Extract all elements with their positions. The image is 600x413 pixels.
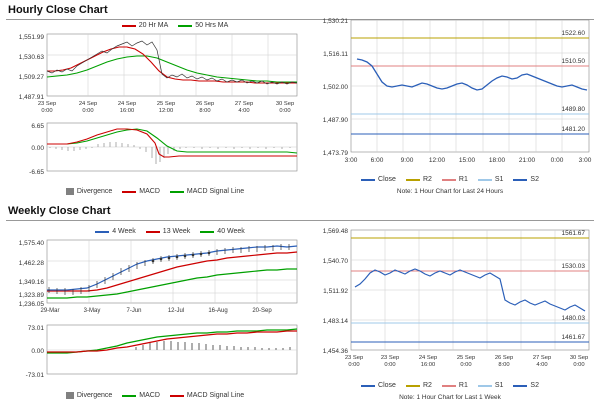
hourly-xtick-4-a: 26 Sep [195, 101, 215, 107]
pivot-w-xtick-1-b: 0:00 [384, 362, 396, 368]
legend-label-50hr-ma: 50 Hrs MA [195, 22, 229, 29]
legend-item-close-weekly [361, 382, 396, 389]
pivot-h-xtick-4: 15:00 [458, 157, 476, 164]
hourly-macd-ytick-2: 6.65 [31, 123, 44, 130]
legend-swatch-r1 [442, 179, 456, 181]
pivot-w-xtick-6-b: 0:00 [573, 362, 585, 368]
legend-item-macd-signal-weekly [170, 392, 244, 399]
weekly-section-header [8, 205, 592, 217]
legend-swatch-close-weekly [361, 385, 375, 387]
legend-label-divergence-weekly: Divergence [76, 392, 113, 399]
legend-item-s1 [478, 176, 504, 183]
weekly-ytick-4: 1,575.40 [18, 240, 44, 247]
pivot-w-level-r2: 1561.67 [561, 230, 585, 237]
weekly-pivot-legend [330, 382, 570, 389]
pivot-w-xtick-5-a: 27 Sep [532, 355, 552, 361]
hourly-macd-ytick-1: 0.00 [31, 145, 44, 152]
hourly-ytick-2: 1,530.63 [18, 54, 44, 61]
weekly-macd-ytick-0: -73.01 [25, 372, 44, 379]
weekly-ytick-1: 1,323.89 [18, 292, 44, 299]
legend-item-divergence-weekly [66, 392, 112, 399]
legend-label-macd: MACD [139, 188, 160, 195]
legend-swatch-divergence-weekly [66, 392, 74, 399]
pivot-w-ytick-3: 1,540.70 [322, 258, 348, 265]
legend-swatch-macd-signal [170, 191, 184, 193]
legend-label-macd-signal-weekly: MACD Signal Line [186, 392, 245, 399]
weekly-close-chart [4, 236, 304, 324]
legend-swatch-50hr-ma [178, 25, 192, 27]
pivot-w-xtick-5-b: 4:00 [536, 362, 548, 368]
weekly-macd-legend [20, 392, 290, 399]
legend-swatch-macd-weekly [122, 395, 136, 397]
weekly-divider [6, 220, 594, 221]
weekly-ma-legend [50, 228, 290, 235]
legend-label-s1-weekly: S1 [494, 382, 504, 389]
pivot-h-xtick-7: 0:00 [550, 157, 564, 164]
hourly-xtick-1-b: 0:00 [82, 108, 94, 114]
pivot-w-xtick-3-b: 0:00 [460, 362, 472, 368]
legend-item-r1 [442, 176, 468, 183]
hourly-ma-legend [60, 22, 290, 29]
pivot-h-ytick-1: 1,487.90 [322, 117, 348, 124]
pivot-w-xtick-2-b: 16:00 [420, 362, 436, 368]
weekly-macd-ytick-1: 0.00 [31, 348, 44, 355]
legend-label-macd-signal: MACD Signal Line [186, 188, 245, 195]
pivot-w-xtick-2-a: 24 Sep [418, 355, 438, 361]
legend-label-4week: 4 Week [112, 228, 136, 235]
legend-swatch-macd-signal-weekly [170, 395, 184, 397]
legend-item-r2 [406, 176, 432, 183]
pivot-h-ytick-3: 1,516.11 [323, 51, 348, 58]
legend-item-20hr-ma [122, 22, 169, 29]
legend-label-s1: S1 [494, 176, 504, 183]
weekly-macd-ytick-2: 73.01 [27, 325, 44, 332]
legend-item-50hr-ma [178, 22, 228, 29]
legend-swatch-4week [95, 231, 109, 233]
legend-label-20hr-ma: 20 Hr MA [138, 22, 169, 29]
weekly-xtick-1: 3-May [83, 308, 101, 314]
pivot-h-xtick-1: 6:00 [370, 157, 384, 164]
pivot-h-ytick-0: 1,473.79 [322, 150, 348, 157]
pivot-w-xtick-4-b: 8:00 [498, 362, 510, 368]
pivot-w-ytick-1: 1,483.14 [322, 318, 348, 325]
legend-label-r2-weekly: R2 [422, 382, 432, 389]
legend-item-macd-weekly [122, 392, 160, 399]
legend-item-s1-weekly [478, 382, 504, 389]
legend-item-r2-weekly [406, 382, 432, 389]
weekly-ytick-0: 1,236.05 [18, 301, 44, 308]
hourly-section-title: Hourly Close Chart [8, 4, 108, 16]
pivot-w-level-r1: 1530.03 [561, 263, 585, 270]
legend-label-40week: 40 Week [217, 228, 245, 235]
legend-item-r1-weekly [442, 382, 468, 389]
legend-label-close: Close [378, 176, 396, 183]
hourly-xtick-0-a: 23 Sep [37, 101, 57, 107]
legend-item-close [361, 176, 396, 183]
legend-swatch-20hr-ma [122, 25, 136, 27]
hourly-macd-legend [20, 188, 290, 195]
pivot-h-xtick-0: 3:00 [344, 157, 358, 164]
legend-label-r2: R2 [422, 176, 432, 183]
pivot-h-xtick-6: 21:00 [518, 157, 536, 164]
weekly-xtick-3: 12-Jul [167, 308, 185, 314]
hourly-macd-ytick-0: -6.65 [29, 169, 44, 176]
legend-label-divergence: Divergence [76, 188, 113, 195]
legend-swatch-r2-weekly [406, 385, 420, 387]
weekly-ytick-2: 1,349.16 [18, 279, 44, 286]
weekly-xtick-0: 29-Mar [40, 308, 60, 314]
legend-swatch-s1-weekly [478, 385, 492, 387]
hourly-pivot-chart [304, 12, 596, 187]
legend-label-s2-weekly: S2 [530, 382, 539, 389]
weekly-pivot-note: Note: 1 Hour Chart for Last 1 Week [399, 394, 501, 401]
legend-item-s2-weekly [513, 382, 539, 389]
hourly-xtick-1-a: 24 Sep [78, 101, 98, 107]
hourly-xtick-0-b: 0:00 [41, 108, 53, 114]
pivot-h-level-s2: 1481.20 [561, 126, 585, 133]
legend-label-13week: 13 Week [162, 228, 191, 235]
hourly-xtick-3-a: 25 Sep [156, 101, 176, 107]
pivot-h-xtick-2: 9:00 [400, 157, 414, 164]
hourly-close-chart [4, 30, 304, 118]
legend-swatch-s2 [513, 179, 527, 181]
legend-swatch-r1-weekly [442, 385, 456, 387]
hourly-xtick-6-a: 30 Sep [275, 101, 295, 107]
pivot-w-xtick-6-a: 30 Sep [569, 355, 589, 361]
pivot-h-xtick-8: 3:00 [578, 157, 592, 164]
pivot-h-ytick-2: 1,502.00 [322, 84, 348, 91]
pivot-w-xtick-0-a: 23 Sep [344, 355, 364, 361]
legend-item-s2 [513, 176, 539, 183]
weekly-xtick-4: 16-Aug [208, 308, 228, 314]
hourly-xtick-5-a: 27 Sep [234, 101, 254, 107]
pivot-h-ytick-4: 1,530.21 [322, 18, 348, 25]
legend-label-r1: R1 [458, 176, 468, 183]
hourly-pivot-note: Note: 1 Hour Chart for Last 24 Hours [396, 188, 504, 195]
pivot-w-level-s2: 1461.67 [561, 334, 585, 341]
pivot-w-ytick-4: 1,569.48 [322, 228, 348, 235]
legend-item-13week [146, 228, 191, 235]
hourly-xtick-5-b: 4:00 [238, 108, 250, 114]
legend-label-s2: S2 [530, 176, 539, 183]
hourly-xtick-3-b: 12:00 [158, 108, 174, 114]
legend-swatch-40week [200, 231, 214, 233]
legend-item-divergence [66, 188, 112, 195]
legend-item-4week [95, 228, 136, 235]
hourly-pivot-legend [330, 176, 570, 183]
legend-swatch-close [361, 179, 375, 181]
weekly-ytick-3: 1,462.28 [18, 260, 44, 267]
pivot-h-level-s1: 1489.80 [561, 106, 585, 113]
legend-label-close-weekly: Close [378, 382, 396, 389]
legend-item-macd-signal [170, 188, 244, 195]
weekly-section-title: Weekly Close Chart [8, 205, 111, 217]
hourly-macd-chart [4, 118, 304, 188]
pivot-h-xtick-3: 12:00 [428, 157, 446, 164]
legend-swatch-s2-weekly [513, 385, 527, 387]
legend-label-r1-weekly: R1 [458, 382, 468, 389]
pivot-w-xtick-4-a: 26 Sep [494, 355, 514, 361]
hourly-ytick-0: 1,487.91 [18, 94, 44, 101]
pivot-h-level-r1: 1510.50 [561, 58, 585, 65]
legend-item-40week [200, 228, 245, 235]
legend-item-macd [122, 188, 160, 195]
pivot-w-xtick-1-a: 23 Sep [380, 355, 400, 361]
weekly-pivot-chart [304, 222, 596, 382]
pivot-w-xtick-3-a: 25 Sep [456, 355, 476, 361]
weekly-macd-chart [4, 320, 304, 392]
legend-swatch-13week [146, 231, 160, 233]
legend-swatch-macd [122, 191, 136, 193]
pivot-h-xtick-5: 18:00 [488, 157, 506, 164]
pivot-w-ytick-2: 1,511.92 [323, 288, 348, 295]
pivot-h-level-r2: 1522.60 [561, 30, 585, 37]
hourly-xtick-6-b: 0:00 [279, 108, 291, 114]
hourly-xtick-4-b: 8:00 [199, 108, 211, 114]
pivot-w-xtick-0-b: 0:00 [348, 362, 360, 368]
hourly-ytick-3: 1,551.99 [18, 34, 44, 41]
weekly-xtick-5: 20-Sep [252, 308, 272, 314]
legend-label-macd-weekly: MACD [139, 392, 160, 399]
pivot-w-ytick-0: 1,454.36 [322, 348, 348, 355]
legend-swatch-s1 [478, 179, 492, 181]
legend-swatch-r2 [406, 179, 420, 181]
pivot-w-level-s1: 1480.03 [561, 315, 585, 322]
hourly-ytick-1: 1,509.27 [18, 74, 44, 81]
weekly-xtick-2: 7-Jun [126, 308, 142, 314]
legend-swatch-divergence [66, 188, 74, 195]
hourly-xtick-2-b: 16:00 [119, 108, 135, 114]
hourly-xtick-2-a: 24 Sep [117, 101, 137, 107]
